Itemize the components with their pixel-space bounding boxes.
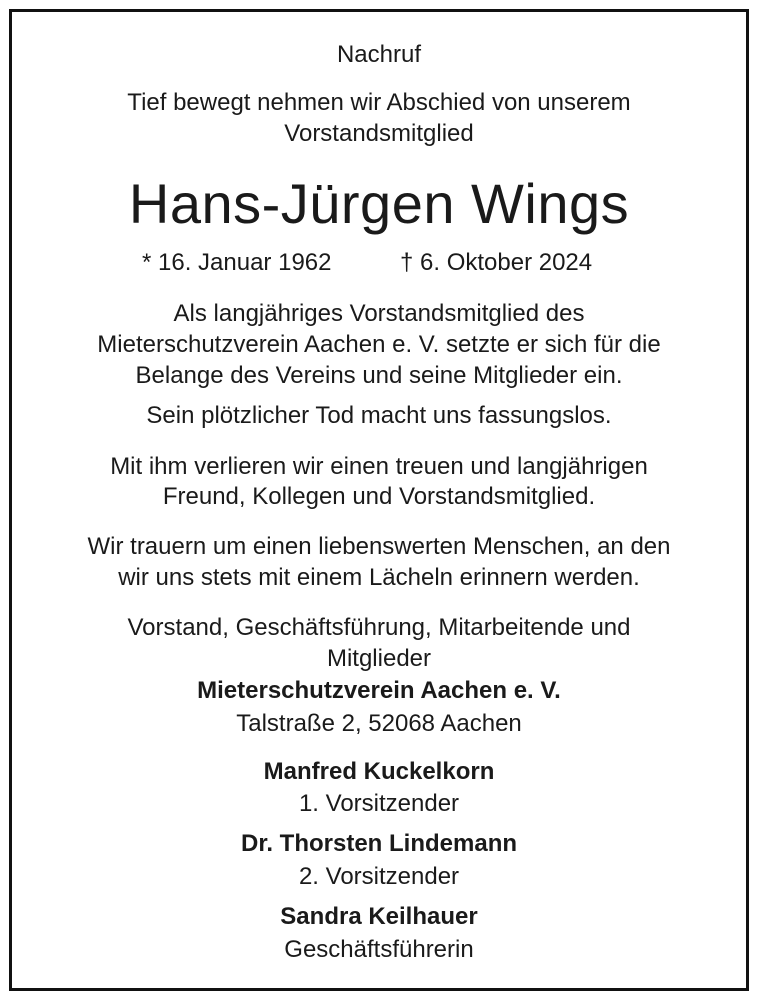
paragraph3-line-1: Mit ihm verlieren wir einen treuen und langjährigen [110, 453, 648, 480]
paragraph3-line-2: Freund, Kollegen und Vorstandsmitglied. [162, 483, 596, 510]
paragraph4-line-2: wir uns stets mit einem Lächeln erinnern werden. [118, 564, 640, 591]
signatory-1-name: Manfred Kuckelkorn [263, 758, 495, 785]
birth-date: * 16. Januar 1962 [142, 249, 332, 276]
sender-group-line-2: Mitglieder [326, 645, 432, 672]
deceased-name: Hans-Jürgen Wings [128, 172, 630, 235]
paragraph1-line-2: Mieterschutzverein Aachen e. V. setzte er sich für die [97, 331, 661, 358]
signatory-2-role: 2. Vorsitzender [298, 863, 460, 890]
death-date: † 6. Oktober 2024 [400, 249, 593, 276]
paragraph1-line-1: Als langjähriges Vorstandsmitglied des [173, 300, 585, 327]
life-dates [0, 248, 758, 278]
notice-title: Nachruf [336, 41, 422, 68]
intro-line-1: Tief bewegt nehmen wir Abschied von unserem [127, 89, 631, 116]
signatory-3-role: Geschäftsführerin [284, 936, 474, 963]
signatory-3-name: Sandra Keilhauer [280, 903, 478, 930]
paragraph2-line-1: Sein plötzlicher Tod macht uns fassungslos. [146, 402, 612, 429]
signatory-2-name: Dr. Thorsten Lindemann [240, 830, 518, 857]
signatory-1-role: 1. Vorsitzender [298, 790, 460, 817]
sender-organization: Mieterschutzverein Aachen e. V. [197, 677, 561, 704]
sender-address: Talstraße 2, 52068 Aachen [236, 710, 522, 737]
intro-line-2: Vorstandsmitglied [284, 120, 474, 147]
paragraph4-line-1: Wir trauern um einen liebenswerten Menschen, an den [87, 533, 671, 560]
paragraph1-line-3: Belange des Vereins und seine Mitglieder ein. [135, 362, 623, 389]
sender-group-line-1: Vorstand, Geschäftsführung, Mitarbeitende und [127, 614, 631, 641]
